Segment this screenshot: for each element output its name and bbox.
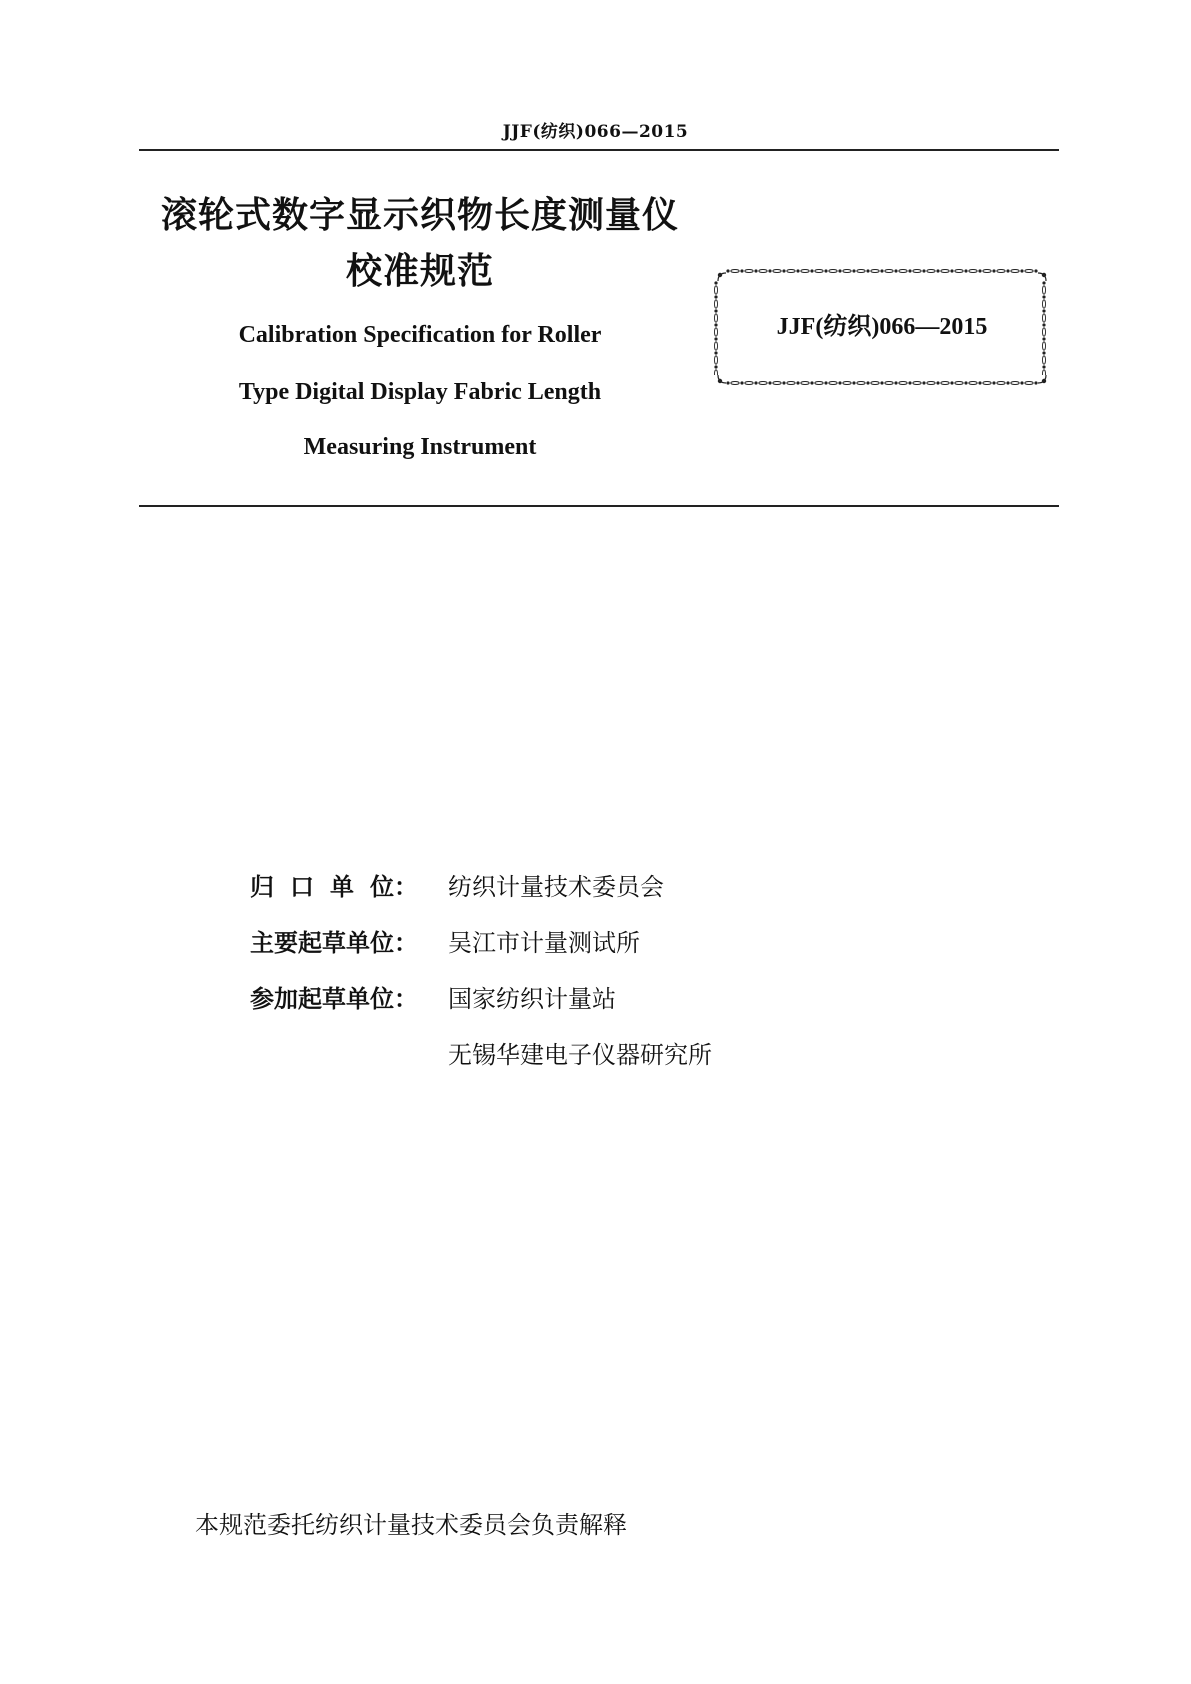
running-header-code: JJF(纺织)066—2015 <box>502 122 689 142</box>
participating-unit-row-continued <box>250 1043 870 1099</box>
participating-unit-value-2: 无锡华建电子仪器研究所 <box>448 1041 712 1069</box>
title-cn-line2: 校准规范 <box>345 251 494 292</box>
document-code-box <box>712 267 1052 389</box>
responsible-unit-label: 归 口 单 位： <box>250 873 418 901</box>
bottom-rule <box>139 505 1059 507</box>
interpretation-note: 本规范委托纺织计量技术委员会负责解释 <box>195 1511 627 1539</box>
responsible-unit-row <box>250 875 870 931</box>
top-rule <box>139 149 1059 151</box>
title-cn-line1: 滚轮式数字显示织物长度测量仪 <box>160 195 679 236</box>
title-en-line3: Measuring Instrument <box>303 434 537 460</box>
participating-unit-label: 参加起草单位： <box>250 985 418 1013</box>
participating-unit-value-1: 国家纺织计量站 <box>448 985 616 1013</box>
title-en-line2: Type Digital Display Fabric Length <box>238 379 602 405</box>
main-drafting-unit-value: 吴江市计量测试所 <box>448 929 640 957</box>
drafting-units <box>250 875 870 1099</box>
main-drafting-unit-row <box>250 931 870 987</box>
document-code: JJF(纺织)066—2015 <box>776 314 988 340</box>
main-drafting-unit-label: 主要起草单位： <box>250 929 418 957</box>
title-en-line1: Calibration Specification for Roller <box>238 322 602 348</box>
responsible-unit-value: 纺织计量技术委员会 <box>448 873 664 901</box>
participating-unit-row <box>250 987 870 1043</box>
